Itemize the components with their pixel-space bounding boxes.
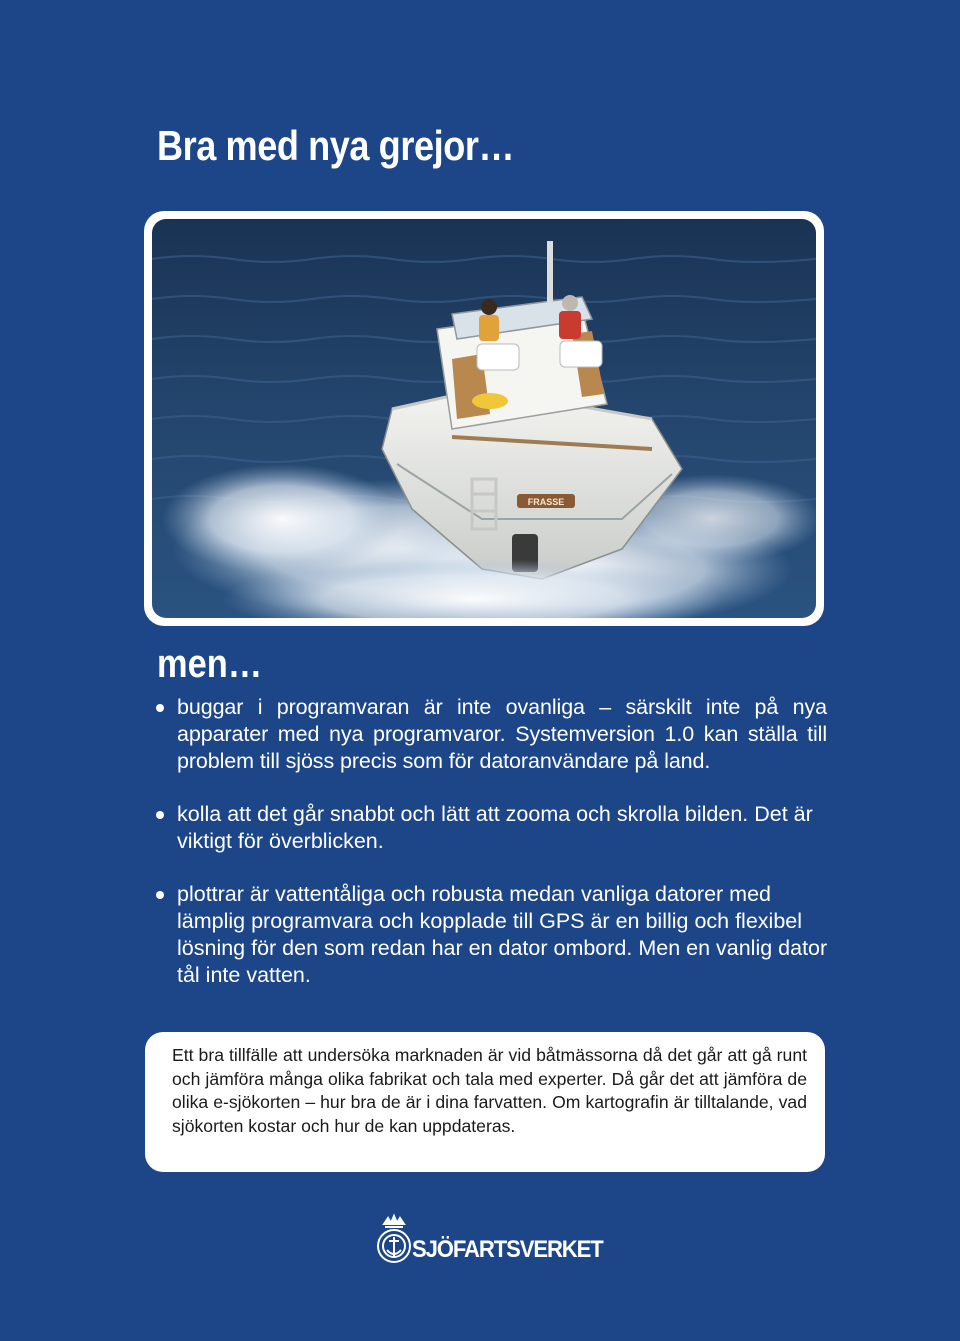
- photo-frame: [144, 211, 824, 626]
- boat-name-label: FRASSE: [527, 497, 565, 507]
- list-item: [156, 881, 836, 989]
- section-heading: men…: [157, 642, 263, 686]
- info-box: Ett bra tillfälle att undersöka marknaden är vid båtmässorna då det går att gå runt och jämföra många olika fabrikat och tala med experter. Då går det att jämföra de olika e-sjökorten – hur bra de är i dina farvatten. Om kartografin är tilltalande, vad sjökorten kostar och hur de kan uppdateras.: [145, 1032, 825, 1172]
- list-item: [156, 801, 836, 855]
- bullet-list: [156, 694, 836, 1015]
- list-item: [156, 694, 836, 775]
- bullet-text: kolla att det går snabbt och lätt att zooma och skrolla bilden. Det är viktigt för överblicken.: [177, 802, 813, 853]
- page-title: Bra med nya grejor…: [157, 122, 515, 169]
- motorboat-photo: [152, 219, 816, 618]
- crown-anchor-emblem-icon: [378, 1216, 410, 1262]
- logo-wordmark: SJÖFARTSVERKET: [412, 1236, 603, 1263]
- bullet-text: plottrar är vattentåliga och robusta medan vanliga datorer med lämplig programvara och kopplade till GPS är en billig och flexibel lösning för den som redan har en dator ombord. Men en vanlig dator tål inte vatten.: [177, 882, 828, 987]
- bullet-text: buggar i programvaran är inte ovanliga – särskilt inte på nya apparater med nya programvaror. Systemversion 1.0 kan ställa till problem till sjöss precis som för datoranvändare på land.: [177, 695, 827, 773]
